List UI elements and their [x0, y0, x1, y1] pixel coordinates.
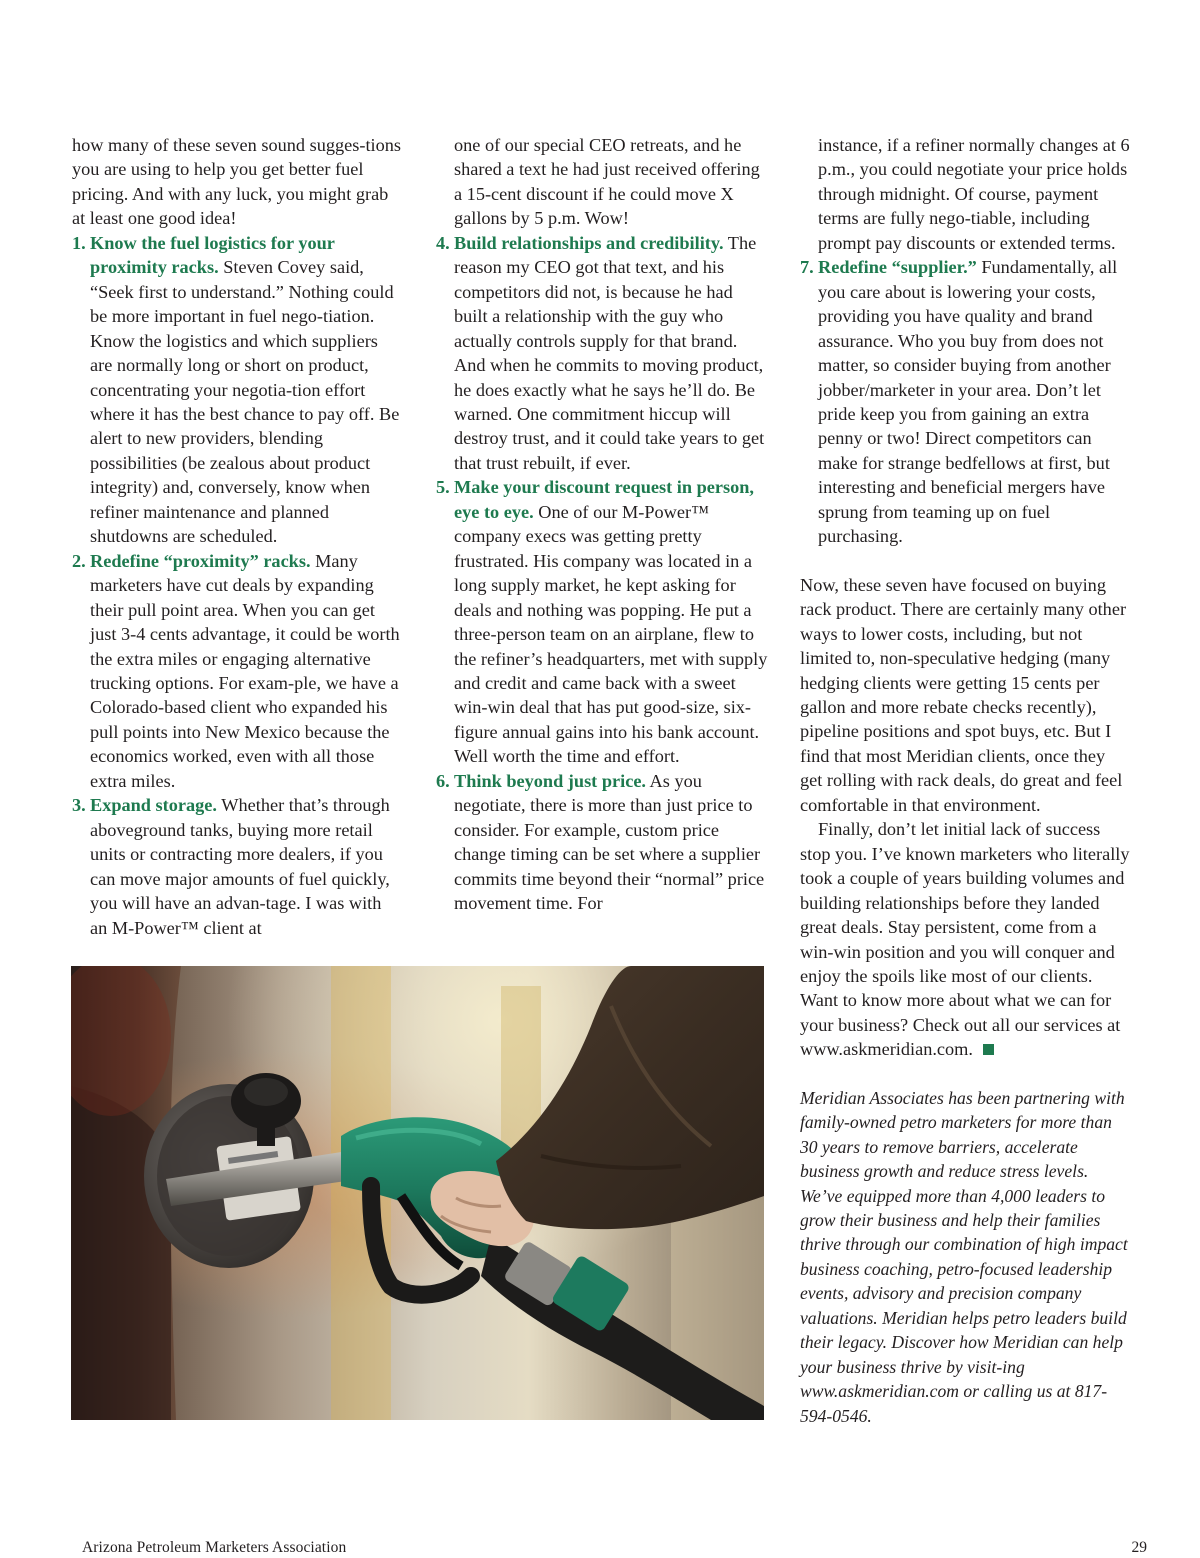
tip-text: The reason my CEO got that text, and his competitors did not, is because he had built a relationship with the guy who actually controls supply for that brand. And when he commits to moving product, he does exactly what he says he’ll do. Be warned. One commitment hiccup will destroy trust, and it could take years to get that trust rebuilt, if ever. [454, 232, 765, 473]
tip-7 [800, 255, 1130, 548]
tip-5 [436, 475, 768, 768]
column-2 [436, 133, 768, 916]
tip-text: Many marketers have cut deals by expanding their pull point area. When you can get just 3-4 cents advantage, it could be worth the extra miles or engaging alternative trucking options. For exam-ple, we have a Colorado-based client who expanded his pull points into New Mexico because the economics worked, even with all those extra miles. [90, 550, 400, 791]
author-bio: Meridian Associates has been partnering with family-owned petro marketers for more than 30 years to remove barriers, accelerate business growth and reduce stress levels. We’ve equipped more than 4,000 leaders to grow their business and help their families thrive through our combination of high impact business coaching, petro-focused leadership events, advisory and precision company valuations. Meridian helps petro leaders build their legacy. Discover how Meridian can help your business thrive by visit-ing www.askmeridian.com or calling us at 817-594-0546. [800, 1087, 1128, 1426]
tip-4 [436, 231, 768, 476]
tip-number: 6. [436, 770, 450, 791]
column-3 [800, 133, 1130, 1428]
tip-1 [72, 231, 402, 549]
tip-2 [72, 549, 402, 794]
tip-heading: Think beyond just price. [454, 770, 646, 791]
closing-paragraph-2 [800, 817, 1130, 1062]
tip-heading: Expand storage. [90, 795, 217, 816]
tip-number: 1. [72, 232, 86, 253]
tip-heading: Build relationships and credibility. [454, 232, 724, 253]
closing-paragraph-1: Now, these seven have focused on buying rack product. There are certainly many other ways to lower costs, including, but not limited to, non-speculative hedging (many hedging clients were getting 15 cents per gallon and more rebate checks recently), pipeline positions and spot buys, etc. But I find that most Meridian clients, once they get rolling with rack deals, do great and feel comfortable in that environment. [800, 574, 1127, 815]
page-number: 29 [1131, 1539, 1147, 1556]
fuel-nozzle-photo [71, 966, 764, 1420]
column-1 [72, 133, 402, 940]
tip-text: Steven Covey said, “Seek first to understand.” Nothing could be more important in fuel nego-tiation. Know the logistics and which suppliers are normally long or short on product, concentrating your negotia-tion effort where it has the best chance to pay off. Be alert to new providers, blending possibilities (be zealous about product integrity) and, conversely, know when refiner maintenance and planned shutdowns are scheduled. [90, 257, 400, 547]
tip-heading: Make your discount request in person, eye to eye. [454, 477, 754, 522]
tip-3 [72, 793, 402, 940]
tip-3-continued [436, 133, 768, 231]
footer-publication: Arizona Petroleum Marketers Association [82, 1539, 347, 1556]
end-mark-icon [983, 1044, 994, 1055]
tip-heading: Redefine “supplier.” [818, 257, 977, 278]
intro-paragraph: how many of these seven sound sugges-tions you are using to help you get better fuel pricing. And with any luck, you might grab at least one good idea! [72, 135, 402, 229]
tip-number: 5. [436, 477, 450, 498]
closing-text: Finally, don’t let initial lack of success stop you. I’ve known marketers who literally took a couple of years building volumes and building relationships before they landed great deals. Stay persistent, come from a win-win position and you will conquer and enjoy the spoils like most of our clients. Want to know more about what we can for your business? Check out all our services at www.askmeridian.com. [800, 819, 1130, 1060]
tip-text: Whether that’s through aboveground tanks, buying more retail units or contracting more dealers, if you can move major amounts of fuel quickly, you will have an advan-tage. I was with an M-Power™ client at [90, 795, 390, 938]
tip-6 [436, 769, 768, 916]
tip-number: 3. [72, 795, 86, 816]
tip-heading: Know the fuel logistics for your proximity racks. [90, 232, 335, 278]
tip-text: instance, if a refiner normally changes at 6 p.m., you could negotiate your price holds through midnight. Of course, payment terms are fully nego-tiable, including prompt pay discounts or extended terms. [818, 135, 1130, 253]
tip-text: Fundamentally, all you care about is lowering your costs, providing you have quality and brand assurance. Who you buy from does not matter, so consider buying from another jobber/marketer in your area. Don’t let pride keep you from gaining an extra penny or two! Direct competitors can make for strange bedfellows at first, but interesting and beneficial mergers have sprung from teaming up on fuel purchasing. [818, 257, 1118, 547]
tip-number: 2. [72, 550, 86, 571]
tip-6-continued [800, 133, 1130, 255]
tip-number: 7. [800, 257, 814, 278]
tip-heading: Redefine “proximity” racks. [90, 550, 311, 571]
tip-text: one of our special CEO retreats, and he shared a text he had just received offering a 15-cent discount if he could move X gallons by 5 p.m. Wow! [454, 135, 760, 229]
tip-text: As you negotiate, there is more than just price to consider. For example, custom price change timing can be set where a supplier commits time beyond their “normal” price movement time. For [454, 770, 765, 914]
tip-text: One of our M-Power™ company execs was getting pretty frustrated. His company was located in a long supply market, he kept asking for deals and nothing was popping. He put a three-person team on an airplane, flew to the refiner’s headquarters, met with supply and credit and came back with a sweet win-win deal that has put good-size, six-figure annual gains into his bank account. Well worth the time and effort. [454, 501, 768, 767]
tip-number: 4. [436, 232, 450, 253]
